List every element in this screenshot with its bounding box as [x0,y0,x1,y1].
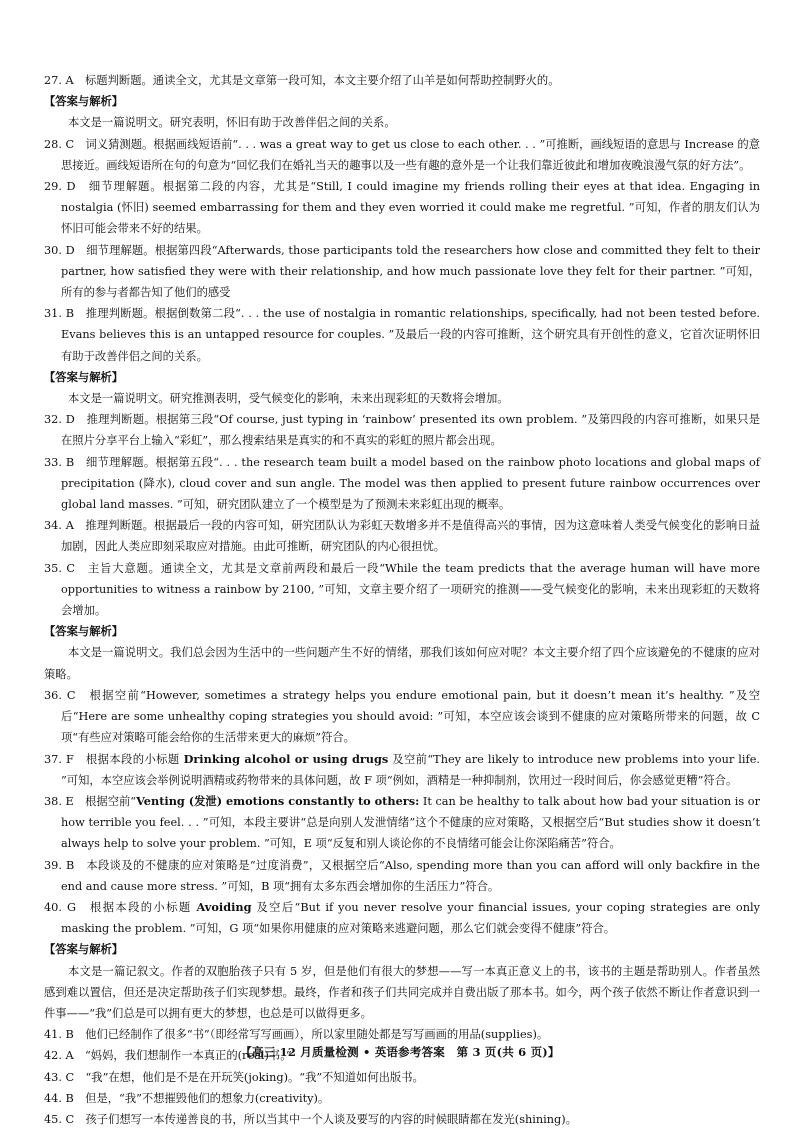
section-heading: 【答案与解析】 [44,369,124,384]
subheading-quote: Venting (发泄) emotions constantly to others: [136,793,420,808]
answer-item-lead: 40. G 根据本段的小标题 [44,900,197,914]
answer-item-lead: 37. F 根据本段的小标题 [44,752,184,766]
answer-item: 34. A 推理判断题。根据最后一段的内容可知，研究团队认为彩虹天数增多并不是值得高兴的事情，因为这意味着人类受气候变化的影响日益加剧，因此人类应即刻采取应对措施。由此可推断，研究团队的内心很担忧。 [44,519,760,554]
section-summary: 本文是一篇说明文。研究推测表明，受气候变化的影响，未来出现彩虹的天数将会增加。 [68,392,509,406]
section-summary: 本文是一篇说明文。研究表明，怀旧有助于改善伴侣之间的关系。 [68,116,396,130]
answer-item: 45. C 孩子们想写一本传递善良的书，所以当其中一个人谈及要写的内容的时候眼睛都在发光(shining)。 [44,1112,577,1126]
answer-item: 30. D 细节理解题。根据第四段“Afterwards, those participants told the researchers how close and committed they felt to their partner, how satisfied they were with their relationship, and how much passionate love they felt for their partner. ”可知，所有的参与者都告知了他们的感受 [44,243,760,300]
answer-item: 32. D 推理判断题。根据第三段“Of course, just typing in ‘rainbow’ presented its own problem. ”及第四段的内容可推断，如果只是在照片分享平台上输入“彩虹”，那么搜索结果是真实的和不真实的彩虹的照片都会出现。 [44,413,760,448]
answer-key-body [44,70,760,1130]
answer-item [44,897,760,939]
answer-item-text: 及空前“They are likely to introduce new problems into your life. ”可知，本空应该会举例说明酒精或药物带来的具体问题，故 F 项“例如，酒精是一种抑制剂，饮用过一段时间后，你会感觉更糟”符合。 [61,752,760,787]
answer-item: 42. A “妈妈，我们想制作一本真正的(real)书。” [44,1049,292,1063]
answer-item: 44. B 但是，“我”不想摧毁他们的想象力(creativity)。 [44,1091,330,1105]
answer-item-text: 及空后“But if you never resolve your financial issues, your coping strategies are only masking the problem. ”可知，G 项“如果你用健康的应对策略来逃避问题，那么它们就会变得不健康”符合。 [61,900,760,936]
answer-item-lead: 38. E 根据空前“ [44,794,137,808]
section-heading: 【答案与解析】 [44,94,124,109]
answer-item: 31. B 推理判断题。根据倒数第二段“. . . the use of nostalgia in romantic relationships, specifically, had not been tested before. Evans believes this is an untapped resource for couples. ”及最后一段的内容可推断，这个研究具有开创性的意义，它首次证明怀旧有助于改善伴侣之间的关系。 [44,307,760,363]
section-summary: 本文是一篇记叙文。作者的双胞胎孩子只有 5 岁，但是他们有很大的梦想——写一本真正意义上的书，该书的主题是帮助别人。作者虽然感到难以置信，但还是决定帮助孩子们实现梦想。最终，作者和孩子们共同完成并自费出版了那本书。如今，两个孩子依然不断让作者意识到一件事——“我”们总是可以拥有更大的梦想，也总是可以做得更多。 [44,964,760,1020]
answer-item: 43. C “我”在想，他们是不是在开玩笑(joking)。“我”不知道如何出版书。 [44,1070,424,1084]
answer-item-text: It can be healthy to talk about how bad your situation is or how terrible you feel. . . ”可知，本段主要讲“总是向别人发泄情绪”这个不健康的应对策略，又根据空后“But studies show it doesn’t always help to solve your problem. ”可知，E 项“反复和别人谈论你的不良情绪可能会让你深陷痛苦”符合。 [61,794,760,851]
answer-item: 36. C 根据空前“However, sometimes a strategy helps you endure emotional pain, but it doesn’t mean it’s healthy. ”及空后“Here are some unhealthy coping strategies you should avoid: ”可知，本空应该会谈到不健康的应对策略所带来的问题，故 C 项“有些应对策略可能会给你的生活带来更大的麻烦”符合。 [44,688,760,745]
answer-item: 35. C 主旨大意题。通读全文，尤其是文章前两段和最后一段“While the team predicts that the average human will have more opportunities to witness a rainbow by 2100, ”可知，文章主要介绍了一项研究的推测——受气候变化的影响，未来出现彩虹的天数将会增加。 [44,561,760,618]
answer-item: 28. C 词义猜测题。根据画线短语前“. . . was a great way to get us close to each other. . . ”可推断，画线短语的意思与 Increase 的意思接近。画线短语所在句的句意为“回忆我们在婚礼当天的趣事以及一些有趣的意外是一个让我们靠近彼此和增加夜晚浪漫气氛的好方法”。 [44,137,760,172]
answer-item: 27. A 标题判断题。通读全文，尤其是文章第一段可知，本文主要介绍了山羊是如何帮助控制野火的。 [44,74,560,87]
section-heading: 【答案与解析】 [44,942,124,957]
answer-item: 41. B 他们已经制作了很多“书”（即经常写写画画），所以家里随处都是写写画画的用品(supplies)。 [44,1028,549,1042]
answer-item [44,791,760,855]
answer-item [44,749,760,791]
subheading-quote: Avoiding [196,899,252,914]
section-summary: 本文是一篇说明文。我们总会因为生活中的一些问题产生不好的情绪，那我们该如何应对呢？本文主要介绍了四个应该避免的不健康的应对策略。 [44,646,760,681]
answer-item: 29. D 细节理解题。根据第二段的内容，尤其是“Still, I could imagine my friends rolling their eyes at that idea. Engaging in nostalgia (怀旧) seemed embarrassing for them and they even worried it could make me regretful. ”可知，作者的朋友们认为怀旧可能会带来不好的结果。 [44,180,760,236]
answer-item: 33. B 细节理解题。根据第五段“. . . the research team built a model based on the rainbow photo locations and global maps of precipitation (降水), cloud cover and sun angle. The model was then applied to present future rainbow occurrences over global land masses. ”可知，研究团队建立了一个模型是为了预测未来彩虹出现的概率。 [44,455,760,512]
page-footer: 【高三 12 月质量检测 • 英语参考答案 第 3 页(共 6 页)】 [240,1045,560,1059]
subheading-quote: Drinking alcohol or using drugs [183,751,389,766]
section-heading: 【答案与解析】 [44,624,124,639]
answer-item: 39. B 本段谈及的不健康的应对策略是“过度消费”，又根据空后“Also, spending more than you can afford will only backfire in the end and cause more stress. ”可知，B 项“拥有太多东西会增加你的生活压力”符合。 [44,858,760,893]
